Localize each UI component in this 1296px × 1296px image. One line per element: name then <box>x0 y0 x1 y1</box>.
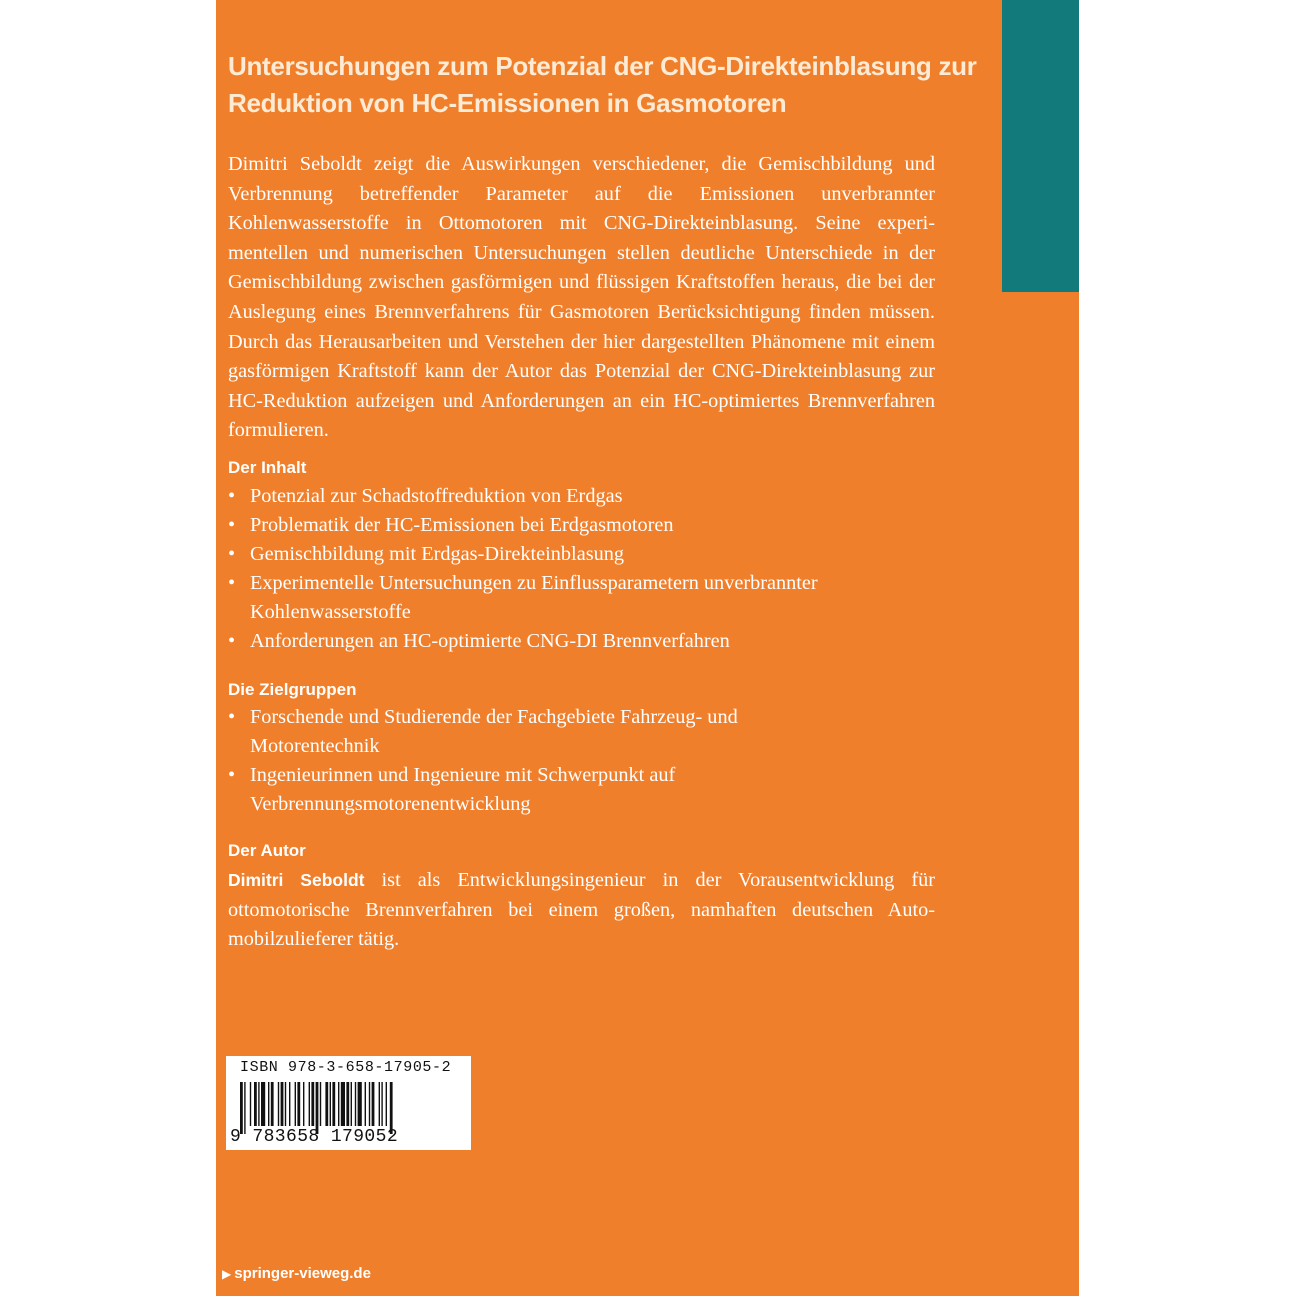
book-title: Untersuchungen zum Potenzial der CNG-Direkteinblasung zur Reduktion von HC-Emissionen in Gasmotoren <box>228 51 977 118</box>
barcode-bar <box>346 1082 349 1126</box>
barcode-bar <box>351 1082 352 1126</box>
publisher-website: ▶ springer-vieweg.de <box>222 1265 371 1282</box>
contents-list <box>228 482 908 656</box>
list-item: • Forschende und Studierende der Fachgebiete Fahrzeug- und Motorentechnik <box>228 703 788 761</box>
list-item: • Potenzial zur Schadstoffreduktion von Erdgas <box>228 482 908 511</box>
barcode-bar <box>309 1082 310 1126</box>
barcode-bar <box>341 1082 345 1126</box>
barcode-bar <box>369 1082 370 1126</box>
arrow-right-icon: ▶ <box>222 1267 232 1281</box>
list-item: • Experimentelle Untersuchungen zu Einflussparametern unverbrannter Kohlenwasserstoffe <box>228 569 910 627</box>
barcode-bar <box>254 1082 257 1126</box>
barcode-bar <box>355 1082 356 1126</box>
isbn-barcode-box <box>226 1056 471 1150</box>
barcode-bar <box>338 1082 339 1126</box>
list-item: • Anforderungen an HC-optimierte CNG-DI Brennverfahren <box>228 627 908 656</box>
contents-heading: Der Inhalt <box>228 458 307 477</box>
bullet-icon: • <box>228 630 236 652</box>
barcode-bar <box>311 1082 314 1126</box>
bullet-icon: • <box>228 543 236 565</box>
barcode-bar <box>285 1082 286 1126</box>
barcode-bar <box>386 1082 387 1126</box>
isbn-label: ISBN 978-3-658-17905-2 <box>240 1059 452 1076</box>
author-heading: Der Autor <box>228 841 306 860</box>
list-item: • Problematik der HC-Emissionen bei Erdgasmotoren <box>228 511 908 540</box>
barcode-bar <box>358 1082 362 1126</box>
bullet-icon: • <box>228 514 236 536</box>
list-item: • Gemischbildung mit Erdgas-Direkteinblasung <box>228 540 908 569</box>
barcode-bar <box>261 1082 265 1126</box>
barcode-bar <box>281 1082 284 1126</box>
bullet-icon: • <box>228 764 236 786</box>
bullet-icon: • <box>228 706 236 728</box>
barcode-number: 9 783658 179052 <box>230 1127 399 1147</box>
list-item: • Ingenieurinnen und Ingenieure mit Schwerpunkt auf Verbrennungsmotorenentwicklung <box>228 761 788 819</box>
color-tab <box>1002 0 1079 292</box>
barcode-bar <box>297 1082 300 1126</box>
barcode-bar <box>365 1082 366 1126</box>
barcode-bar <box>303 1082 304 1126</box>
barcode-bar <box>250 1082 251 1126</box>
barcode-bar <box>379 1082 380 1126</box>
book-description: Dimitri Seboldt zeigt die Auswirkungen verschiedener, die Gemischbildung und Verbrennung betreffender Parameter auf die Emissionen unverbrannter Kohlenwasserstoffe in Ottomotoren mit CNG-Direkteinblasung. Seine experimentellen und numerischen Untersuchungen stellen deutliche Unterschiede in der Gemischbildung zwischen gasförmigen und flüssigen Kraftstoffen heraus, die bei der Auslegung eines Brennverfahrens für Gasmotoren Berücksichtigung finden müssen. Durch das Herausarbeiten und Verstehen der hier dargestellten Phänomene mit einem gasförmigen Kraftstoff kann der Autor das Potenzial der CNG-Direkteinblasung zur HC-Reduktion aufzeigen und Anforderungen an ein HC-optimiertes Brennverfahren formulieren. <box>228 153 935 442</box>
barcode-bar <box>332 1082 335 1126</box>
barcode-bar <box>325 1082 328 1126</box>
barcode-bar <box>268 1082 269 1126</box>
audience-heading: Die Zielgruppen <box>228 680 357 699</box>
barcode-bar <box>320 1082 321 1126</box>
barcode-bar <box>289 1082 290 1126</box>
author-text: ist als Entwicklungsingenieur in der Vorausentwicklung für ottomotorische Brennverfahren bei einem großen, namhaften deutschen Automobilzulieferer tätig. <box>228 869 936 951</box>
barcode-bar <box>381 1082 382 1126</box>
bullet-icon: • <box>228 572 236 594</box>
barcode-bar <box>258 1082 259 1126</box>
barcode-bar <box>330 1082 331 1126</box>
author-name: Dimitri Seboldt <box>228 870 365 890</box>
author-bio <box>228 866 935 955</box>
barcode-bar <box>372 1082 375 1126</box>
bullet-icon: • <box>228 485 236 507</box>
barcode-bar <box>278 1082 279 1126</box>
barcode-bar <box>271 1082 274 1126</box>
barcode-bar <box>295 1082 296 1126</box>
audience-list <box>228 703 788 819</box>
